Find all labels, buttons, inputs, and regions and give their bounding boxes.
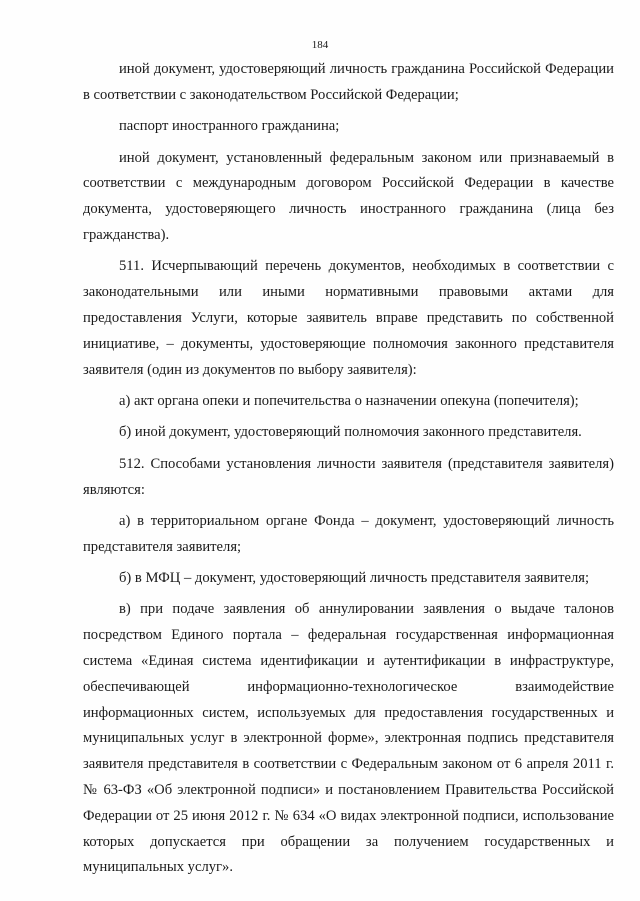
- paragraph-511-documents-list: 511. Исчерпывающий перечень документов, необходимых в соответствии с законодательными или иными нормативными правовыми актами для предоставления Услуги, которые заявитель вправе представить по собственной инициативе, – документы, удостоверяющие полномочия законного представителя заявителя (один из документов по выбору заявителя):: [83, 258, 614, 378]
- paragraph-512-a-territorial-body: а) в территориальном органе Фонда – документ, удостоверяющий личность представителя заявителя;: [83, 512, 614, 555]
- page-number: 184: [311, 39, 329, 51]
- paragraph-512-c-unified-portal: в) при подаче заявления об аннулировании заявления о выдаче талонов посредством Единого портала – федеральная государственная информационная система «Единая система идентификации и аутентификации в инфраструктуре, обеспечивающей информационно-технологическое взаимодействие информационных систем, используемых для предоставления государственных и муниципальных услуг в электронной форме», электронная подпись представителя заявителя представителя в соответствии с Федеральным законом от 6 апреля 2011 г. № 63-ФЗ «Об электронной подписи» и постановлением Правительства Российской Федерации от 25 июня 2012 г. № 634 «О видах электронной подписи, использование которых допускается при обращении за получением государственных и муниципальных услуг».: [83, 601, 614, 876]
- paragraph-511-b-other-authority-document: б) иной документ, удостоверяющий полномочия законного представителя.: [119, 424, 582, 441]
- paragraph-foreign-passport: паспорт иностранного гражданина;: [119, 118, 340, 135]
- paragraph-512-identification-methods: 512. Способами установления личности заявителя (представителя заявителя) являются:: [83, 455, 614, 498]
- paragraph-512-b-mfc: б) в МФЦ – документ, удостоверяющий личность представителя заявителя;: [119, 570, 589, 587]
- paragraph-511-a-guardianship-act: а) акт органа опеки и попечительства о назначении опекуна (попечителя);: [119, 392, 579, 409]
- paragraph-identity-document-rf: иной документ, удостоверяющий личность гражданина Российской Федерации в соответствии с законодательством Российской Федерации;: [83, 61, 614, 103]
- paragraph-other-identity-document: иной документ, установленный федеральным законом или признаваемый в соответствии с международным договором Российской Федерации в качестве документа, удостоверяющего личность иностранного гражданина (лица без гражданства).: [83, 149, 614, 243]
- document-body: [83, 57, 614, 887]
